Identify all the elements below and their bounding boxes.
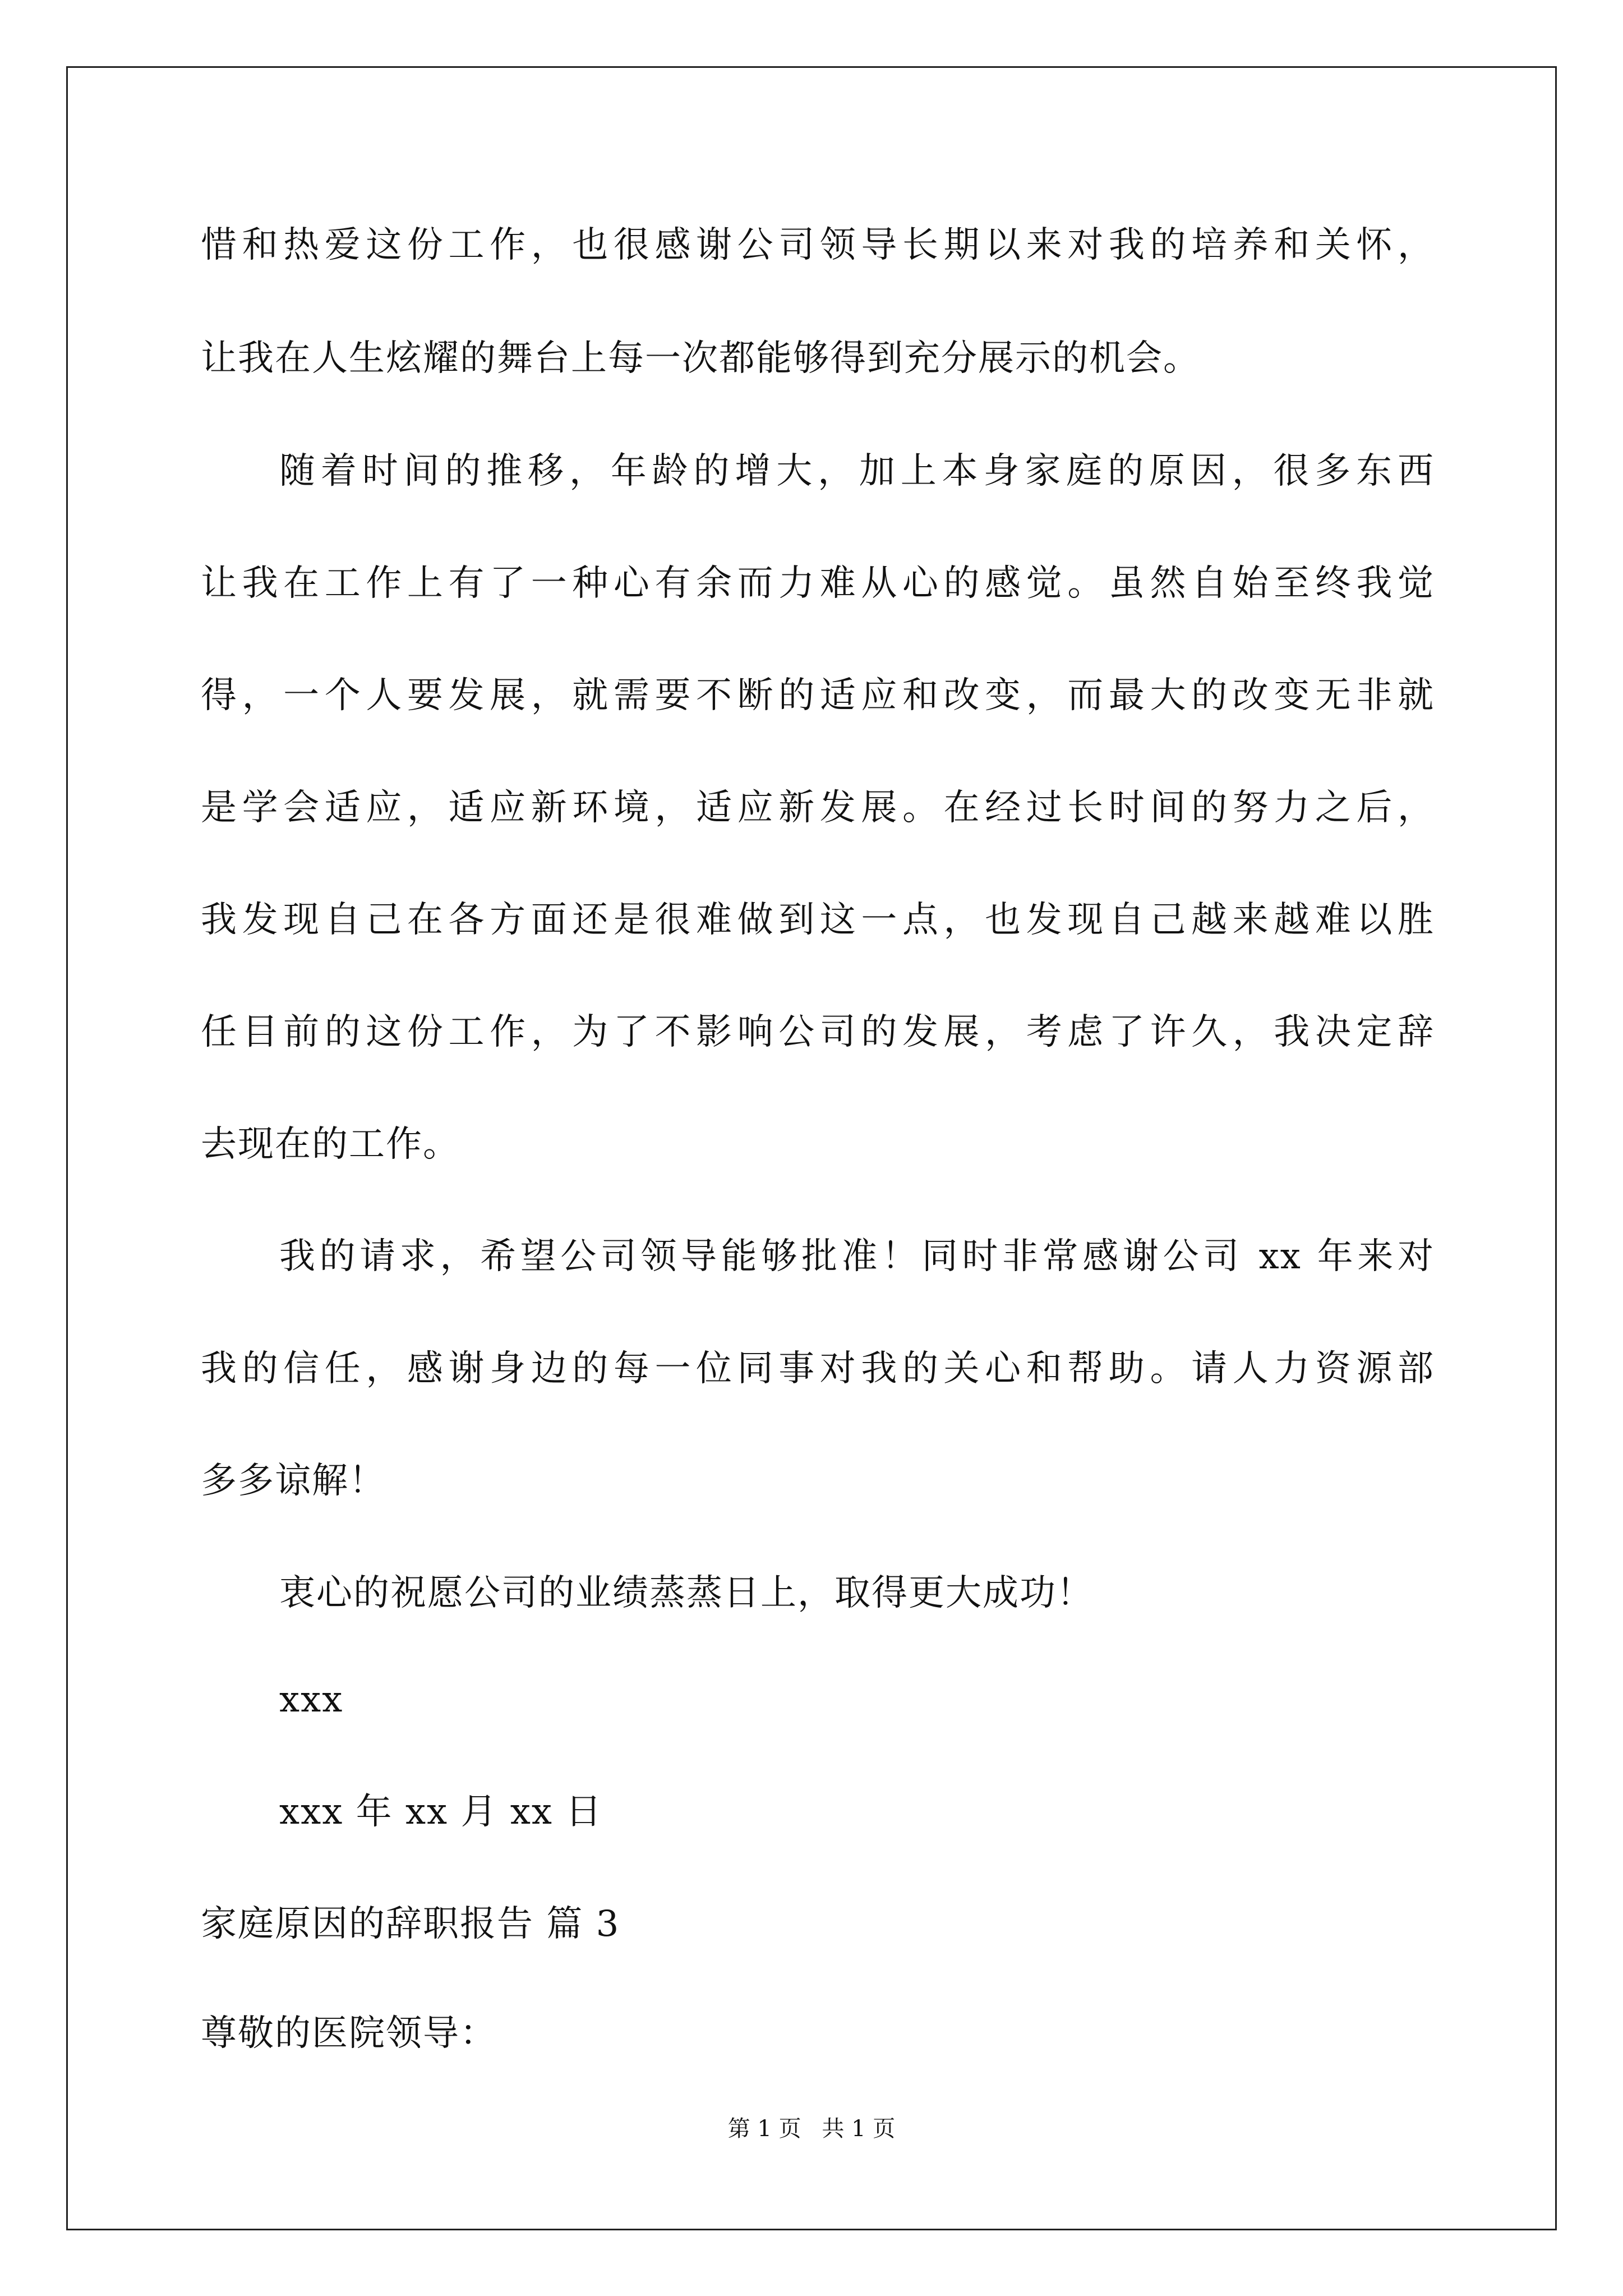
paragraph-line: 让我在人生炫耀的舞台上每一次都能够得到充分展示的机会。 bbox=[201, 338, 1200, 379]
salutation: 尊敬的医院领导： bbox=[201, 2013, 497, 2054]
paragraph-line: 多多谅解！ bbox=[201, 1460, 386, 1502]
signature-date: xxx 年 xx 月 xx 日 bbox=[279, 1791, 603, 1833]
paragraph-line: 惜和热爱这份工作，也很感谢公司领导长期以来对我的培养和关怀， bbox=[201, 224, 1435, 266]
paragraph-line: 让我在工作上有了一种心有余而力难从心的感觉。虽然自始至终我觉 bbox=[201, 563, 1435, 604]
paragraph-line: 我的信任，感谢身边的每一位同事对我的关心和帮助。请人力资源部 bbox=[201, 1348, 1435, 1389]
closing-wish: 衷心的祝愿公司的业绩蒸蒸日上，取得更大成功！ bbox=[279, 1572, 1094, 1614]
paragraph-line: 我的请求，希望公司领导能够批准！同时非常感谢公司 xx 年来对 bbox=[279, 1236, 1435, 1277]
paragraph-line: 去现在的工作。 bbox=[201, 1124, 460, 1165]
signature-name: xxx bbox=[279, 1679, 344, 1720]
page-footer bbox=[0, 2115, 1623, 2143]
paragraph-line: 我发现自己在各方面还是很难做到这一点，也发现自己越来越难以胜 bbox=[201, 899, 1435, 941]
paragraph-line: 是学会适应，适应新环境，适应新发展。在经过长时间的努力之后， bbox=[201, 787, 1435, 829]
paragraph-line: 任目前的这份工作，为了不影响公司的发展，考虑了许久，我决定辞 bbox=[201, 1011, 1435, 1053]
paragraph-line: 随着时间的推移，年龄的增大，加上本身家庭的原因，很多东西 bbox=[279, 450, 1435, 492]
page-number-total: 共 1 页 bbox=[822, 2116, 896, 2142]
paragraph-line: 得，一个人要发展，就需要不断的适应和改变，而最大的改变无非就 bbox=[201, 675, 1435, 716]
page-number-current: 第 1 页 bbox=[727, 2116, 801, 2142]
section-heading: 家庭原因的辞职报告 篇 3 bbox=[201, 1903, 620, 1945]
